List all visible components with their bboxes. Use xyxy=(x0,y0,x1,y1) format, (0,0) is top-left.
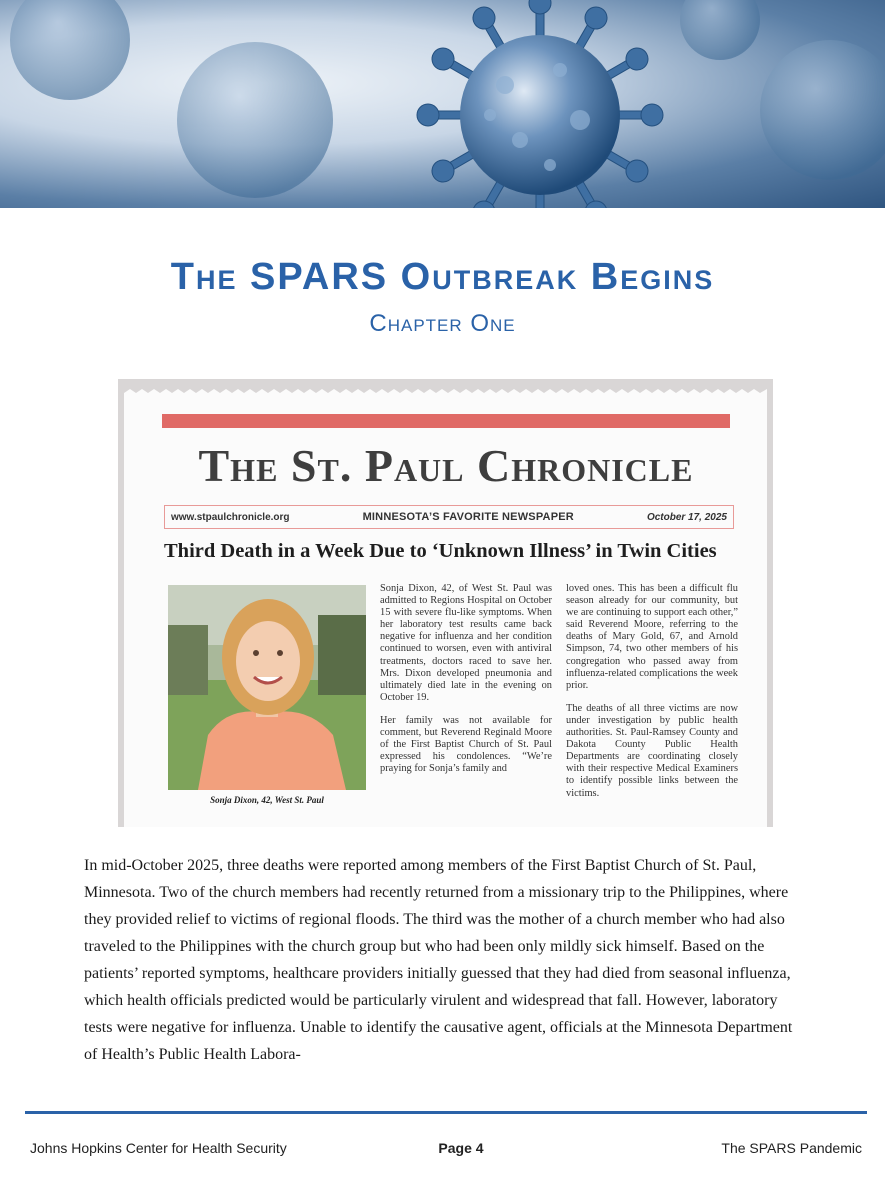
page-title: The SPARS Outbreak Begins xyxy=(170,256,715,298)
article-paragraph: Her family was not available for comment, but Reverend Reginald Moore of the First Baptist Church of St. Paul expressed his condolences. “We’re praying for Sonja’s family and xyxy=(380,714,552,775)
virus-illustration xyxy=(0,0,885,208)
portrait-photo xyxy=(168,585,366,790)
masthead-red-bar xyxy=(162,414,730,428)
article-paragraph: loved ones. This has been a difficult flu season already for our community, but we are continuing to support each other,” said Reverend Moore, referring to the deaths of Mary Gold, 67, and Arnold Simpson, 74, two other members of his congregation who passed away from influenza-related complications the week prior. xyxy=(566,583,738,691)
virus-banner-image xyxy=(0,0,885,208)
newspaper-clipping xyxy=(118,379,773,827)
article-column-2 xyxy=(566,583,738,811)
article-column-1 xyxy=(380,583,552,786)
newspaper-date: October 17, 2025 xyxy=(646,511,727,523)
torn-edge xyxy=(124,389,767,397)
newspaper-motto: MINNESOTA’S FAVORITE NEWSPAPER xyxy=(362,511,574,523)
newspaper-page xyxy=(124,395,767,827)
portrait-illustration xyxy=(168,585,366,790)
newspaper-url: www.stpaulchronicle.org xyxy=(171,511,290,523)
chapter-subtitle: Chapter One xyxy=(369,310,516,337)
page-footer xyxy=(30,1140,862,1160)
article-paragraph: Sonja Dixon, 42, of West St. Paul was admitted to Regions Hospital on October 15 with severe flu-like symptoms. When her laboratory test results came back negative for influenza and her condition continued to worsen, even with antiviral treatments, doctors raced to save her. Mrs. Dixon developed pneumonia and ultimately died late in the evening on October 19. xyxy=(380,583,552,703)
newspaper-info-bar xyxy=(164,505,734,529)
body-paragraph: In mid-October 2025, three deaths were reported among members of the First Baptist Church of St. Paul, Minnesota. Two of the church members had recently returned from a missionary trip to the Philippines, where they provided relief to victims of regional floods. The third was the mother of a church member who had also traveled to the Philippines with the church group but who had been only mildly sick himself. Based on the patients’ reported symptoms, healthcare providers initially guessed that they had died from seasonal influenza, which health officials predicted would be particularly virulent and widespread that fall. However, laboratory tests were negative for influenza. Unable to identify the causative agent, officials at the Minnesota Department of Health’s Public Health Labora- xyxy=(84,857,793,1063)
newspaper-masthead: The St. Paul Chronicle xyxy=(198,440,694,491)
photo-caption: Sonja Dixon, 42, West St. Paul xyxy=(210,795,324,805)
page-number: Page 4 xyxy=(438,1140,484,1156)
footer-document-title: The SPARS Pandemic xyxy=(721,1140,862,1156)
newspaper-headline: Third Death in a Week Due to ‘Unknown Illness’ in Twin Cities xyxy=(164,540,717,562)
footer-divider xyxy=(25,1111,867,1114)
footer-organization: Johns Hopkins Center for Health Security xyxy=(30,1140,287,1156)
article-paragraph: The deaths of all three victims are now under investigation by public health authorities. St. Paul-Ramsey County and Dakota County Public Health Departments are coordinating closely with their respective Medical Examiners to identify possible links between the victims. xyxy=(566,702,738,799)
